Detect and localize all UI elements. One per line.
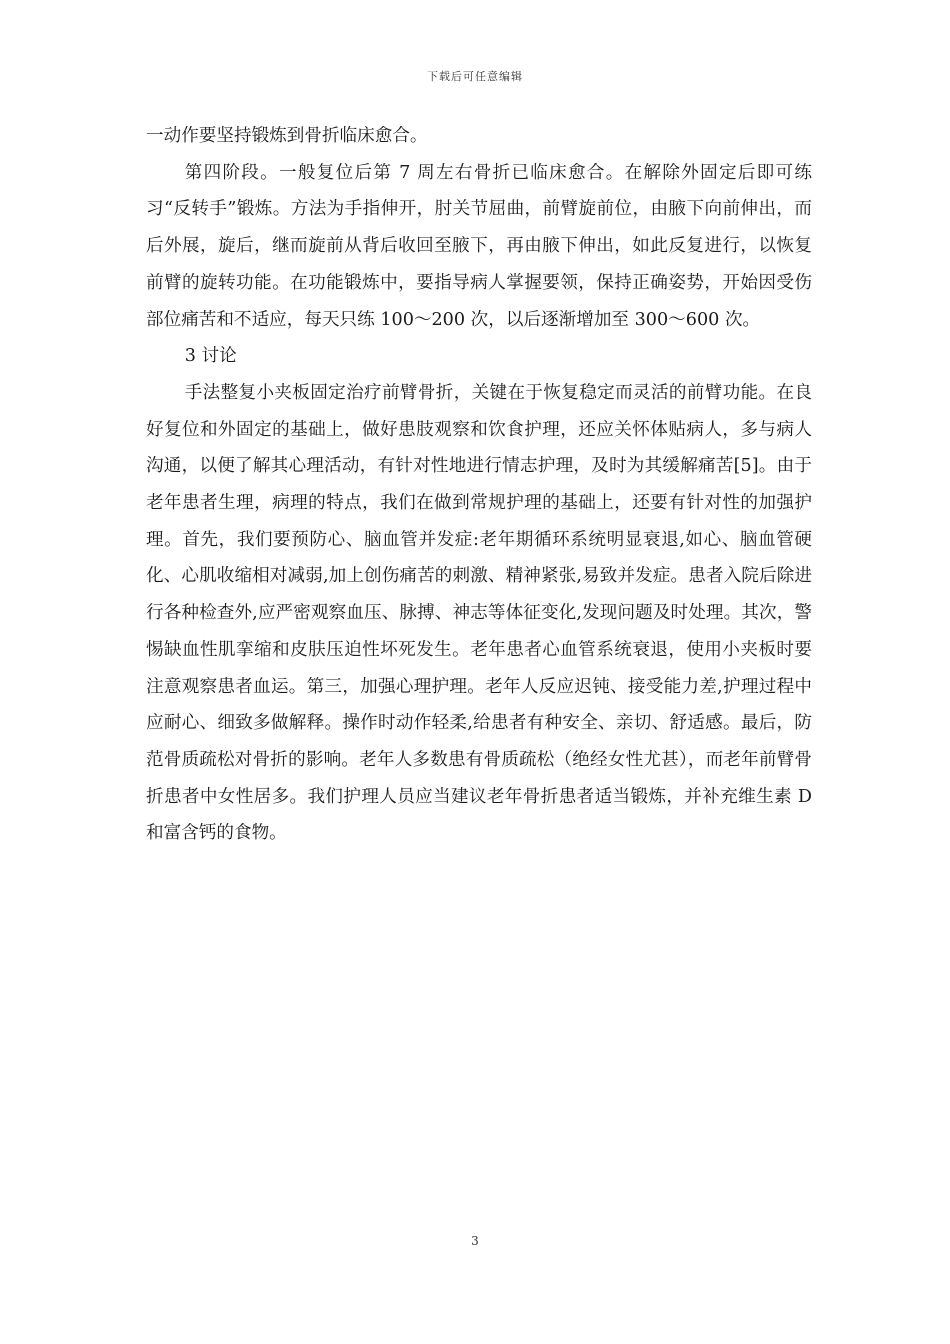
document-body [146, 118, 812, 852]
section-heading-discussion: 3 讨论 [184, 346, 237, 367]
paragraph-continuation: 一动作要坚持锻炼到骨折临床愈合。 [146, 126, 428, 146]
page-header: 下载后可任意编辑 [427, 70, 523, 83]
page-number: 3 [471, 1234, 479, 1248]
paragraph-stage-four: 第四阶段。一般复位后第 7 周左右骨折已临床愈合。在解除外固定后即可练习“反转手”锻炼。方法为手指伸开，肘关节屈曲，前臂旋前位，由腋下向前伸出，而后外展，旋后，继而旋前从背后收回至腋下，再由腋下伸出，如此反复进行，以恢复前臂的旋转功能。在功能锻炼中，要指导病人掌握要领，保持正确姿势，开始因受伤部位痛苦和不适应，每天只练 100～200 次，以后逐渐增加至 300～600 次。 [146, 162, 812, 330]
paragraph-discussion: 手法整复小夹板固定治疗前臂骨折，关键在于恢复稳定而灵活的前臂功能。在良好复位和外固定的基础上，做好患肢观察和饮食护理，还应关怀体贴病人，多与病人沟通，以便了解其心理活动，有针对性地进行情志护理，及时为其缓解痛苦[5]。由于老年患者生理，病理的特点，我们在做到常规护理的基础上，还要有针对性的加强护理。首先，我们要预防心、脑血管并发症:老年期循环系统明显衰退,如心、脑血管硬化、心肌收缩相对减弱,加上创伤痛苦的刺激、精神紧张,易致并发症。患者入院后除进行各种检查外,应严密观察血压、脉搏、神志等体征变化,发现问题及时处理。其次，警惕缺血性肌挛缩和皮肤压迫性坏死发生。老年患者心血管系统衰退，使用小夹板时要注意观察患者血运。第三，加强心理护理。老年人反应迟钝、接受能力差,护理过程中应耐心、细致多做解释。操作时动作轻柔,给患者有种安全、亲切、舒适感。最后，防范骨质疏松对骨折的影响。老年人多数患有骨质疏松（绝经女性尤甚），而老年前臂骨折患者中女性居多。我们护理人员应当建议老年骨折患者适当锻炼，并补充维生素 D 和富含钙的食物。 [146, 382, 812, 844]
